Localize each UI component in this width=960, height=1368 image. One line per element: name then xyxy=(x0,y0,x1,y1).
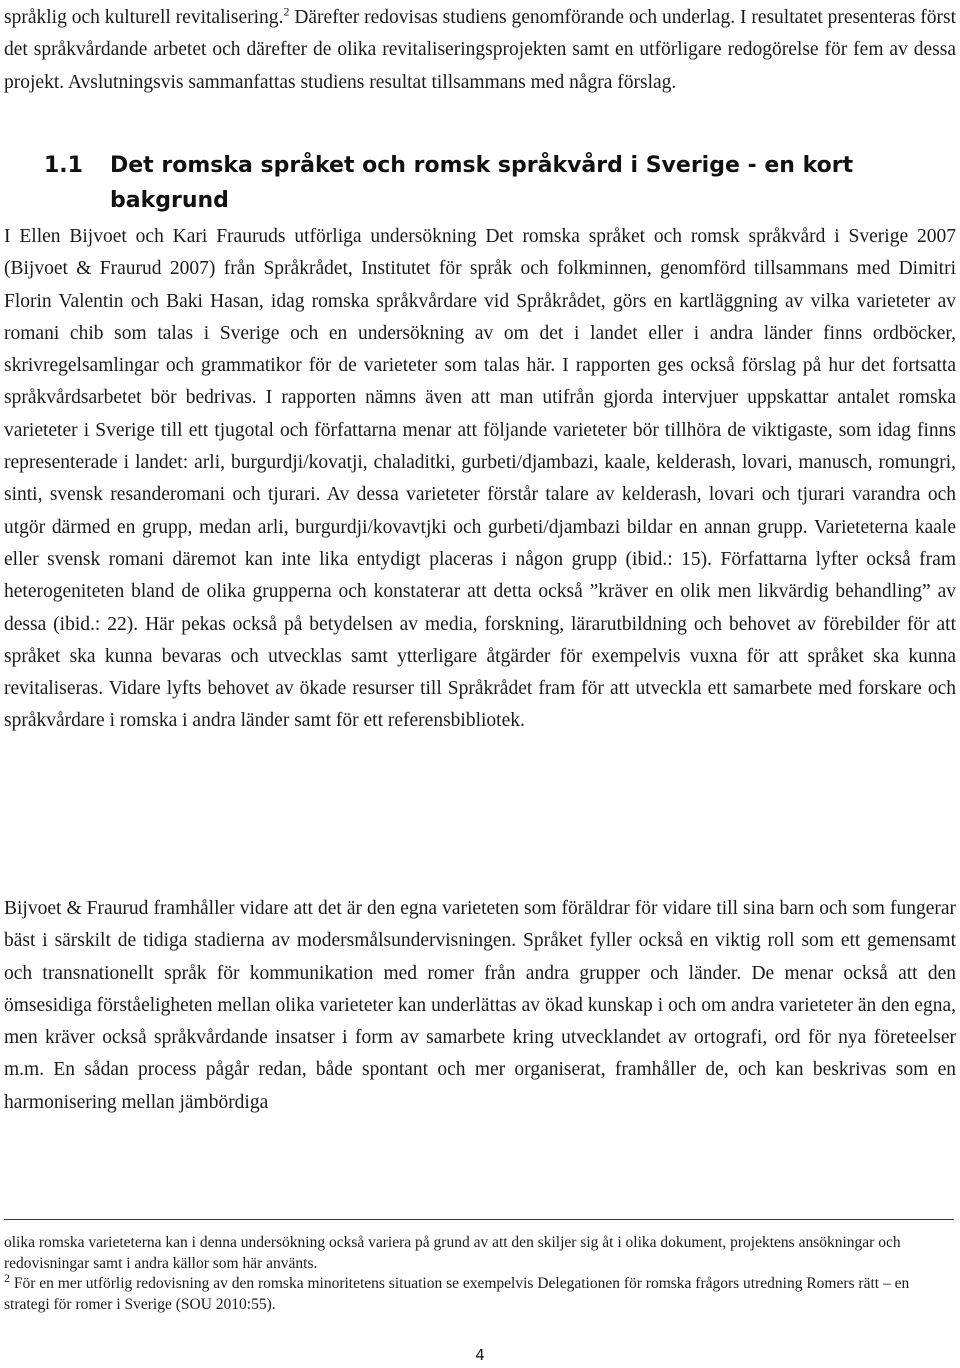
footnote-2 xyxy=(4,1270,949,1315)
footnote-separator xyxy=(4,1219,954,1220)
footnotes xyxy=(4,1233,949,1315)
section-title: Det romska språket och romsk språkvård i Sverige - en kort bakgrund xyxy=(110,153,854,213)
section-number: 1.1 xyxy=(44,153,83,178)
page-number: 4 xyxy=(475,1346,485,1364)
intro-text-start: språklig och kulturell revitalisering. xyxy=(4,7,284,28)
footnote-2-marker: 2 xyxy=(4,1270,10,1285)
intro-paragraph xyxy=(4,2,956,99)
footnote-continuation: olika romska varieteterna kan i denna undersökning också variera på grund av att den skiljer sig åt i olika dokument, projektens ansökningar och redovisningar samt i andra källor som här använts. xyxy=(4,1234,901,1272)
section-heading xyxy=(4,148,956,218)
body-paragraph-2: Bijvoet & Fraurud framhåller vidare att det är den egna varieteten som föräldrar för vidare till sina barn och som fungerar bäst i särskilt de tidiga stadierna av modersmålsundervisningen. Språket fyller också en viktig roll som ett gemensamt och transnationellt språk för kommunikation med romer från andra grupper och länder. De menar också att den ömsesidiga förståeligheten mellan olika varieteter kan underlättas av ökad kunskap i och om andra varieteter än den egna, men kräver också språkvårdande insatser i form av samarbete kring utvecklandet av ortografi, ord för nya företeelser m.m. En sådan process pågår redan, både spontant och mer organiserat, framhåller de, och kan beskrivas som en harmonisering mellan jämbördiga xyxy=(4,898,956,1113)
body-paragraph-1: I Ellen Bijvoet och Kari Frauruds utförliga undersökning Det romska språket och romsk språkvård i Sverige 2007 (Bijvoet & Fraurud 2007) från Språkrådet, Institutet för språk och folkminnen, genomförd tillsammans med Dimitri Florin Valentin och Baki Hasan, idag romska språkvårdare vid Språkrådet, görs en kartläggning av vilka varieteter av romani chib som talas i Sverige och en undersökning av om det i landet eller i andra länder finns ordböcker, skrivregelsamlingar och grammatikor för de varieteter som talas här. I rapporten ges också förslag på hur det fortsatta språkvårdsarbetet bör bedrivas. I rapporten nämns även att man utifrån gjorda intervjuer uppskattar antalet romska varieteter i Sverige till ett tjugotal och författarna menar att följande varieteter bör tillhöra de viktigaste, som idag finns representerade i landet: arli, burgurdji/kovatji, chaladitki, gurbeti/djambazi, kaale, kelderash, lovari, manusch, romungri, sinti, svensk resanderomani och tjurari. Av dessa varieteter förstår talare av kelderash, lovari och tjurari varandra och utgör därmed en grupp, medan arli, burgurdji/kovavtjki och gurbeti/djambazi bildar en annan grupp. Varieteterna kaale eller svensk romani däremot kan inte lika entydigt placeras i någon grupp (ibid.: 15). Författarna lyfter också fram heterogeniteten bland de olika grupperna och konstaterar att detta också ”kräver en olik men likvärdig behandling” av dessa (ibid.: 22). Här pekas också på betydelsen av media, forskning, lärarutbildning och behovet av förebilder för att språket ska kunna bevaras och utvecklas samt ytterligare åtgärder för exempelvis vuxna för att språket ska kunna revitaliseras. Vidare lyfts behovet av ökade resurser till Språkrådet fram för att utveckla ett samarbete med forskare och språkvårdare i romska i andra länder samt för ett referensbibliotek. xyxy=(4,226,956,732)
footnote-ref-2[interactable]: 2 xyxy=(283,4,290,19)
intro-text-rest: Därefter redovisas studiens genomförande och underlag. I resultatet presenteras först det språkvårdande arbetet och därefter de olika revitaliseringsprojekten samt en utförligare redogörelse för fem av dessa projekt. Avslutningsvis sammanfattas studiens resultat tillsammans med några förslag. xyxy=(4,7,956,93)
footnote-2-text: För en mer utförlig redovisning av den romska minoritetens situation se exempelvis Delegationen för romska frågors utredning Romers rätt – en strategi för romer i Sverige (SOU 2010:55). xyxy=(4,1275,910,1313)
